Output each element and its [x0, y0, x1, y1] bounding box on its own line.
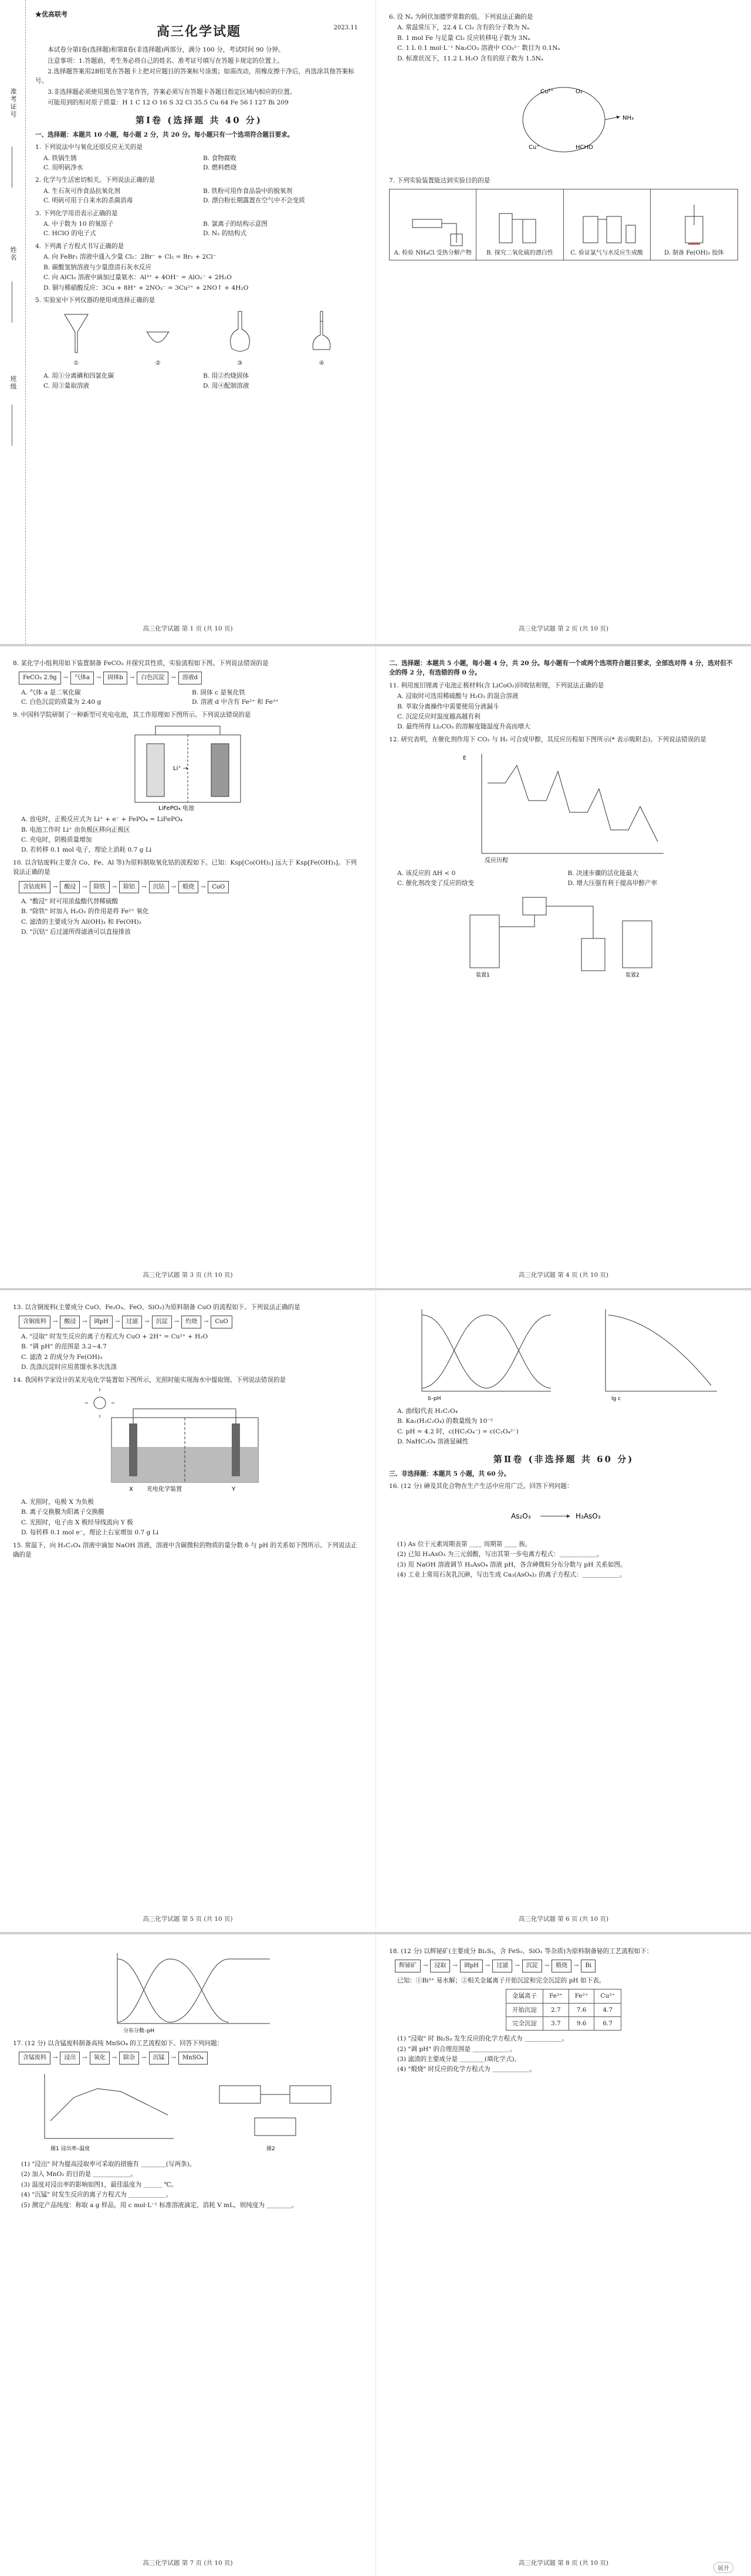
flow-node: 除铝 — [119, 881, 139, 894]
sheet-2 — [0, 644, 751, 1288]
question-17: 17. (12 分) 以含锰废料制备高纯 MnSO₄ 的工艺流程如下。回答下列问题： — [13, 2040, 224, 2047]
svg-text:Li⁺ →: Li⁺ → — [173, 765, 188, 772]
energy-profile-figure — [389, 748, 738, 865]
option: A. 气体 a 是二氧化碳 — [21, 689, 81, 696]
flowchart-q17: 含锰废料 → 浸出 → 氧化 → 除杂 → 沉锰 → MnSO₄ — [19, 2052, 363, 2065]
flow-node: 调pH — [90, 1316, 113, 1328]
sheet-1 — [0, 0, 751, 644]
option: D. "沉钴" 后过滤所得滤液可以直接排放 — [21, 928, 131, 936]
option: A. 该反应的 ΔH < 0 — [397, 870, 456, 877]
sub-question: (1) "浸取" 时 Bi₂S₃ 发生反应的化学方程式为 ＿＿＿＿＿＿。 — [397, 2035, 568, 2043]
flow-node: 溶液d — [178, 672, 202, 684]
svg-text:反应历程: 反应历程 — [484, 857, 508, 865]
option: B. 1 mol Fe 与足量 Cl₂ 反应转移电子数为 3Nₐ — [397, 34, 530, 42]
page-4 — [376, 646, 751, 1290]
option: D. 最终所得 Li₂CO₃ 的溶解度随温度升高而增大 — [397, 723, 530, 731]
experiment-setups — [389, 189, 738, 260]
page-title: 高三化学试题 — [156, 24, 241, 40]
page-footer: 高三化学试题 第 3 页 (共 10 页) — [143, 1271, 233, 1279]
flow-node: 沉淀 — [152, 1316, 172, 1328]
flow-node: CoO — [208, 881, 229, 894]
page-footer: 高三化学试题 第 1 页 (共 10 页) — [143, 625, 233, 632]
page-footer: 高三化学试题 第 2 页 (共 10 页) — [518, 625, 609, 632]
volumetric-flask-figure: ④ — [304, 309, 339, 368]
option: C. pH = 4.2 时，c(HC₂O₄⁻) = c(C₂O₄²⁻) — [397, 1428, 519, 1435]
question-2: 2. 化学与生活密切相关。下列说法正确的是 — [35, 177, 155, 184]
precipitation-ph-table: 金属离子 Fe³⁺ Fe²⁺ Cu²⁺ 开始沉淀 2.7 7.6 4.7 完全沉淀 3.7 9.6 6.7 — [506, 1989, 621, 2031]
svg-text:图2: 图2 — [266, 2145, 275, 2152]
svg-text:图1 浸出率–温度: 图1 浸出率–温度 — [50, 2145, 90, 2152]
option: D. 若转移 0.1 mol 电子，理论上消耗 0.7 g Li — [21, 846, 152, 854]
option: B. Ka₁(H₂C₂O₄) 的数量级为 10⁻² — [397, 1418, 493, 1425]
svg-text:H₃AsO₃: H₃AsO₃ — [575, 1511, 601, 1520]
binding-label-name: 姓名 — [9, 246, 18, 262]
section-title: 第Ⅱ卷 (非选择题 共 60 分) — [493, 1453, 634, 1465]
flowchart-q8: FeCO₃ 2.9g → 气体a → 固体b → 白色沉淀 → 溶液d — [19, 672, 363, 684]
arsenic-distribution-figure — [13, 1947, 363, 2035]
question-10: 10. 以含钴废料(主要含 Co、Fe、Al 等)为原料制取氧化钴的流程如下。已知：Ksp[Co(OH)₂] 远大于 Ksp[Fe(OH)₃]。下列说法正确的是 — [13, 859, 357, 876]
flow-node: 含铜废料 — [19, 1316, 50, 1328]
option: D. N₂ 的结构式 — [203, 230, 247, 238]
svg-text:O₂: O₂ — [575, 89, 583, 96]
sub-question: (4) "沉锰" 时发生反应的离子方程式为 ＿＿＿＿＿＿。 — [21, 2191, 172, 2199]
option: A. 生石灰可作食品抗氧化剂 — [43, 187, 120, 195]
svg-text:LiFePO₄ 电池: LiFePO₄ 电池 — [158, 805, 194, 812]
option: A. 浸取时可选用稀硫酸与 H₂O₂ 的混合溶液 — [397, 693, 519, 700]
page-2 — [376, 0, 751, 644]
question-16: 16. (12 分) 砷及其化合物在生产生活中应用广泛。回答下列问题： — [389, 1483, 573, 1490]
flow-node: 含钴废料 — [19, 881, 50, 894]
apparatus-figures — [35, 309, 363, 368]
option: A. 光照时，电极 X 为负极 — [21, 1498, 94, 1506]
svg-text:Cu²⁺: Cu²⁺ — [540, 89, 554, 96]
option: D. 每转移 0.1 mol e⁻，理论上右室增加 0.7 g Li — [21, 1529, 159, 1537]
page-5 — [0, 1290, 376, 1934]
option: D. 燃料燃烧 — [203, 164, 237, 172]
distribution-figures-q15 — [389, 1303, 738, 1403]
question-14: 14. 我国科学家设计的某光电化学装置如下图所示，光照时能实现海水中提取锂。下列说法错误的是 — [13, 1376, 286, 1384]
section-title: 第Ⅰ卷 (选择题 共 40 分) — [136, 114, 262, 126]
page-footer: 高三化学试题 第 6 页 (共 10 页) — [518, 1915, 609, 1923]
option: C. 1 L 0.1 mol·L⁻¹ Na₂CO₃ 溶液中 CO₃²⁻ 数目为 0.1Nₐ — [397, 45, 560, 52]
option: A. 曲线Ⅰ代表 H₂C₂O₄ — [397, 1408, 458, 1415]
flow-node: 白色沉淀 — [137, 672, 168, 684]
option: B. 离子交换膜为阳离子交换膜 — [21, 1509, 104, 1516]
option: B. 固体 c 是氧化铁 — [192, 689, 245, 696]
svg-text:X: X — [129, 1486, 133, 1493]
flow-node: 灼烧 — [181, 1316, 201, 1328]
crucible-figure: ② — [140, 309, 175, 368]
flow-node: 辉铋矿 — [395, 1960, 421, 1972]
question-18: 18. (12 分) 以辉铋矿(主要成分 Bi₂S₃，含 FeS₂、SiO₂ 等杂质)为原料制备铋的工艺流程如下： — [389, 1948, 653, 1955]
page-footer: 高三化学试题 第 7 页 (共 10 页) — [143, 2559, 233, 2567]
sub-question: 已知：①Bi³⁺ 易水解；②相关金属离子开始沉淀和完全沉淀的 pH 如下表。 — [397, 1977, 605, 1984]
page-3 — [0, 646, 376, 1290]
part-instruction: 三、非选择题：本题共 5 小题，共 60 分。 — [389, 1470, 510, 1477]
apparatus-figure-q12 — [389, 892, 738, 979]
option: A. "酸浸" 时可用浓盐酸代替稀硫酸 — [21, 898, 119, 906]
flow-node: FeCO₃ 2.9g — [19, 672, 61, 684]
sub-question: (3) 温度对浸出率的影响如图1，最佳温度为 ＿＿＿ ℃。 — [21, 2181, 178, 2188]
question-13: 13. 以含铜废料(主要成分 CuO、Fe₂O₃、FeO、SiO₂)为原料制备 CuO 的流程如下。下列说法正确的是 — [13, 1304, 300, 1311]
page-1 — [0, 0, 376, 644]
sub-question: (2) 已知 H₃AsO₃ 为三元弱酸，写出其第一步电离方程式：＿＿＿＿＿＿。 — [397, 1551, 603, 1558]
page-8 — [376, 1934, 751, 2576]
option: B. 用②灼烧固体 — [203, 372, 249, 380]
photoelectrochem-figure — [13, 1388, 363, 1494]
table-row: 完全沉淀 3.7 9.6 6.7 — [506, 2016, 621, 2030]
option: C. HClO 的电子式 — [43, 230, 96, 238]
sub-question: (2) 加入 MnO₂ 的目的是 ＿＿＿＿＿＿。 — [21, 2171, 137, 2178]
option: B. 萃取分离操作中需要使用分液漏斗 — [397, 703, 499, 710]
binding-margin — [0, 0, 26, 644]
option: A. "浸取" 时发生反应的离子方程式为 CuO + 2H⁺ = Cu²⁺ + H₂O — [21, 1333, 208, 1340]
question-5: 5. 实验室中下列仪器的使用或选择正确的是 — [35, 296, 155, 304]
option: D. 溶液 d 中含有 Fe²⁺ 和 Fe³⁺ — [192, 699, 279, 706]
option: C. 用③量取溶液 — [43, 382, 90, 389]
setup-a: A. 检验 NH₄Cl 受热分解产物 — [390, 189, 476, 260]
svg-text:δ–pH: δ–pH — [428, 1396, 441, 1402]
flow-node: Bi — [581, 1960, 596, 1972]
setup-d: D. 制备 Fe(OH)₂ 胶体 — [651, 189, 738, 260]
option: D. NaHC₂O₄ 溶液显碱性 — [397, 1438, 469, 1446]
flow-node: 沉淀 — [522, 1960, 542, 1972]
sheet-3 — [0, 1288, 751, 1932]
page-footer: 高三化学试题 第 8 页 (共 10 页) — [518, 2559, 609, 2567]
flow-node: 沉钴 — [149, 881, 169, 894]
sub-question: (4) 工业上常用石灰乳沉砷，写出生成 Ca₃(AsO₄)₂ 的离子方程式：＿＿＿＿＿＿。 — [397, 1571, 626, 1578]
question-11: 11. 利用废旧锂离子电池正极材料(含 LiCoO₂)回收钴和锂，下列说法正确的是 — [389, 682, 604, 689]
brand: ★优高联考 — [35, 11, 67, 18]
option: A. 常温常压下，22.4 L Cl₂ 含有的分子数为 Nₐ — [397, 24, 530, 32]
question-9: 9. 中国科学院研制了一种新型可充电电池，其工作原理如下图所示。下列说法错误的是 — [13, 711, 251, 718]
question-4: 4. 下列离子方程式书写正确的是 — [35, 242, 124, 250]
sub-question: (1) As 位于元素周期表第 ＿＿ 周期第 ＿＿ 族。 — [397, 1540, 532, 1548]
svg-text:Cu⁺: Cu⁺ — [528, 144, 540, 151]
flow-node: 煅烧 — [178, 881, 198, 894]
part-instruction: 二、选择题：本题共 5 小题，每小题 4 分，共 20 分。每小题有一个或两个选项符合题目要求，全部选对得 4 分，选对但不全的得 2 分，有选错的得 0 分。 — [389, 660, 733, 677]
option: C. 明矾可用于自来水的杀菌消毒 — [43, 197, 133, 205]
flow-node: 浸取 — [430, 1960, 450, 1972]
svg-text:Y: Y — [232, 1486, 236, 1493]
option: D. 用④配制溶液 — [203, 382, 249, 389]
battery-figure — [13, 723, 363, 811]
setup-c: C. 验证氯气与水反应生成酸 — [564, 189, 651, 260]
flow-node: 浸出 — [60, 2052, 80, 2065]
question-15: 15. 常温下，向 H₂C₂O₄ 溶液中滴加 NaOH 溶液，溶液中含碳微粒的物质的量分数 δ 与 pH 的关系如下图所示。下列说法正确的是 — [13, 1541, 357, 1558]
option: B. 食物腐败 — [203, 154, 236, 162]
option: B. 电池工作时 Li⁺ 由负极区移向正极区 — [21, 826, 130, 833]
option: D. 增大压强有利于提高甲醇产率 — [567, 879, 658, 887]
svg-text:NH₃: NH₃ — [622, 115, 634, 122]
svg-text:分布分数–pH: 分布分数–pH — [123, 2028, 154, 2034]
flowchart-q10: 含钴废料 → 酸浸 → 除铁 → 除铝 → 沉钴 → 煅烧 → CoO — [19, 881, 363, 894]
option: C. 滤渣的主要成分为 Al(OH)₃ 和 Fe(OH)₃ — [21, 918, 141, 926]
svg-text:lg c: lg c — [611, 1396, 621, 1402]
flow-node: MnSO₄ — [178, 2052, 208, 2065]
catalytic-cycle-figure — [389, 67, 738, 172]
sub-question: (3) 滤渣的主要成分是 ＿＿＿＿(填化学式)。 — [397, 2055, 521, 2063]
svg-text:装置1: 装置1 — [475, 972, 490, 979]
option: C. 光照时，电子由 X 极经导线流向 Y 极 — [21, 1519, 133, 1526]
flow-node: 沉锰 — [149, 2052, 169, 2065]
option: A. 中子数为 10 的氧原子 — [43, 221, 114, 228]
sub-question: (5) 测定产品纯度：称取 a g 样品，用 c mol·L⁻¹ 标准溶液滴定，消耗 V mL，则纯度为 ＿＿＿＿。 — [21, 2201, 298, 2209]
svg-text:As₂O₃: As₂O₃ — [510, 1511, 531, 1520]
question-12: 12. 研究表明，在催化剂作用下 CO₂ 与 H₂ 可合成甲醇，其反应历程如下图所示(* 表示吸附态)。下列说法错误的是 — [389, 735, 706, 743]
question-7: 7. 下列实验装置能达到实验目的的是 — [389, 177, 490, 185]
option: C. 充电时，阴极质量增加 — [21, 836, 92, 843]
svg-text:装置2: 装置2 — [625, 972, 640, 979]
sub-question: (1) "浸出" 时为提高浸取率可采取的措施有 ＿＿＿＿(写两条)。 — [21, 2160, 196, 2168]
expand-button[interactable]: 展开 — [713, 2562, 733, 2573]
svg-text:E: E — [462, 755, 466, 762]
page-6 — [376, 1290, 751, 1934]
flow-node: 除铁 — [90, 881, 110, 894]
option: C. 沉淀反应时温度越高越有利 — [397, 713, 481, 721]
sub-question: (3) 用 NaOH 溶液调节 H₃AsO₄ 溶液 pH，各含砷微粒分布分数与 pH 关系如图。 — [397, 1561, 627, 1568]
option: B. 铁粉可用作食品袋中的脱氧剂 — [203, 187, 293, 195]
svg-text:HCHO: HCHO — [575, 144, 593, 151]
flow-node: 酸浸 — [60, 881, 80, 894]
note: 本试卷分第Ⅰ卷(选择题)和第Ⅱ卷(非选择题)两部分，满分 100 分，考试时间 90 分钟。 — [48, 46, 285, 54]
option: D. 铜与稀硝酸反应：3Cu + 8H⁺ + 2NO₃⁻ = 3Cu²⁺ + 2NO↑ + 4H₂O — [43, 284, 249, 292]
flow-node: 氧化 — [90, 2052, 110, 2065]
option: B. "除铁" 时加入 H₂O₂ 的作用是将 Fe²⁺ 氧化 — [21, 908, 149, 916]
question-1: 1. 下列说法中与氧化还原反应无关的是 — [35, 144, 143, 151]
figures-q17 — [13, 2068, 363, 2156]
flow-node: 含锰废料 — [19, 2052, 50, 2065]
sub-question: (4) "煅烧" 时反应的化学方程式为 ＿＿＿＿＿＿。 — [397, 2066, 536, 2073]
flow-node: 过滤 — [122, 1316, 142, 1328]
sub-question: (2) "调 pH" 的合理范围是 ＿＿＿＿＿＿。 — [397, 2045, 516, 2053]
binding-label-id: 准考证号 — [9, 88, 18, 118]
flow-node: 酸浸 — [60, 1316, 80, 1328]
option: C. 催化剂改变了反应的焓变 — [397, 879, 474, 887]
option: B. "调 pH" 的范围是 3.2~4.7 — [21, 1343, 107, 1351]
table-row: 开始沉淀 2.7 7.6 4.7 — [506, 2003, 621, 2016]
note: 2.选择题答案用2B铅笔在答题卡上把对应题目的答案标号涂黑；如需改动，用橡皮擦干净后，再选涂其他答案标号。 — [35, 67, 354, 85]
note: 注意事项：1.答题前，考生务必将自己的姓名、准考证号填写在答题卡规定的位置上。 — [48, 57, 284, 65]
option: C. 白色沉淀的质量为 2.40 g — [21, 699, 102, 706]
option: C. 滤渣 2 的成分为 Fe(OH)₃ — [21, 1353, 103, 1361]
setup-b: B. 探究二氧化硫的漂白性 — [476, 189, 563, 260]
option: D. 标准状况下，11.2 L H₂O 含有的原子数为 1.5Nₐ — [397, 55, 544, 62]
question-8: 8. 某化学小组利用如下装置制备 FeCO₃ 并探究其性质，实验流程如下图。下列说法错误的是 — [13, 660, 269, 667]
flow-node: 煅烧 — [552, 1960, 571, 1972]
flowchart-q13: 含铜废料 → 酸浸 → 调pH → 过滤 → 沉淀 → 灼烧 → CuO — [19, 1316, 363, 1328]
flow-node: 过滤 — [492, 1960, 512, 1972]
flowchart-q18: 辉铋矿 → 浸取 → 调pH → 过滤 → 沉淀 → 煅烧 → Bi — [395, 1960, 738, 1972]
svg-text:光电化学装置: 光电化学装置 — [147, 1486, 182, 1493]
question-3: 3. 下列化学用语表示正确的是 — [35, 209, 118, 217]
flow-node: CuO — [211, 1316, 232, 1328]
note: 可能用到的相对原子质量：H 1 C 12 O 16 S 32 Cl 35.5 Cu 64 Fe 56 I 127 Bi 209 — [48, 99, 289, 107]
page-7 — [0, 1934, 376, 2576]
option: A. 向 FeBr₂ 溶液中通入少量 Cl₂：2Br⁻ + Cl₂ = Br₂ + 2Cl⁻ — [43, 253, 216, 261]
page-footer: 高三化学试题 第 4 页 (共 10 页) — [518, 1271, 609, 1279]
option: A. 铁锅生锈 — [43, 154, 77, 162]
option: B. 氯离子的结构示意图 — [203, 221, 268, 228]
option: C. 用明矾净水 — [43, 164, 83, 172]
flow-node: 气体a — [70, 672, 94, 684]
binding-label-class: 班级 — [9, 375, 18, 391]
option: A. 用①分离碘和四氯化碳 — [43, 372, 114, 380]
flask-figure: ③ — [222, 309, 258, 368]
option: A. 放电时，正极反应式为 Li⁺ + e⁻ + FePO₄ = LiFePO₄ — [21, 816, 183, 823]
flow-node: 除杂 — [119, 2052, 139, 2065]
option: B. 决速步骤的活化能最大 — [567, 870, 638, 877]
note: 3.非选择题必须使用黑色签字笔作答，答案必须写在答题卡各题目指定区域内相应的位置。 — [48, 88, 296, 96]
option: C. 向 AlCl₃ 溶液中滴加过量氨水：Al³⁺ + 4OH⁻ = AlO₂⁻ + 2H₂O — [43, 274, 232, 282]
page-footer: 高三化学试题 第 5 页 (共 10 页) — [143, 1915, 233, 1923]
flow-node: 固体b — [103, 672, 127, 684]
exam-date: 2023.11 — [333, 25, 358, 31]
flow-node: 调pH — [460, 1960, 483, 1972]
funnel-figure: ① — [59, 309, 94, 368]
question-6: 6. 设 Nₐ 为阿伏加德罗常数的值。下列说法正确的是 — [389, 13, 533, 21]
option: B. 碳酸氢钠溶液与少量澄清石灰水反应 — [43, 263, 152, 271]
option: D. 漂白粉长期露置在空气中不会变质 — [203, 197, 305, 205]
part-instruction: 一、选择题：本题共 10 小题，每小题 2 分，共 20 分。每小题只有一个选项符合题目要求。 — [35, 131, 294, 138]
sheet-4 — [0, 1932, 751, 2576]
arsenic-structure-figure — [389, 1495, 738, 1536]
option: D. 洗涤沉淀时应用蒸馏水多次洗涤 — [21, 1364, 117, 1371]
